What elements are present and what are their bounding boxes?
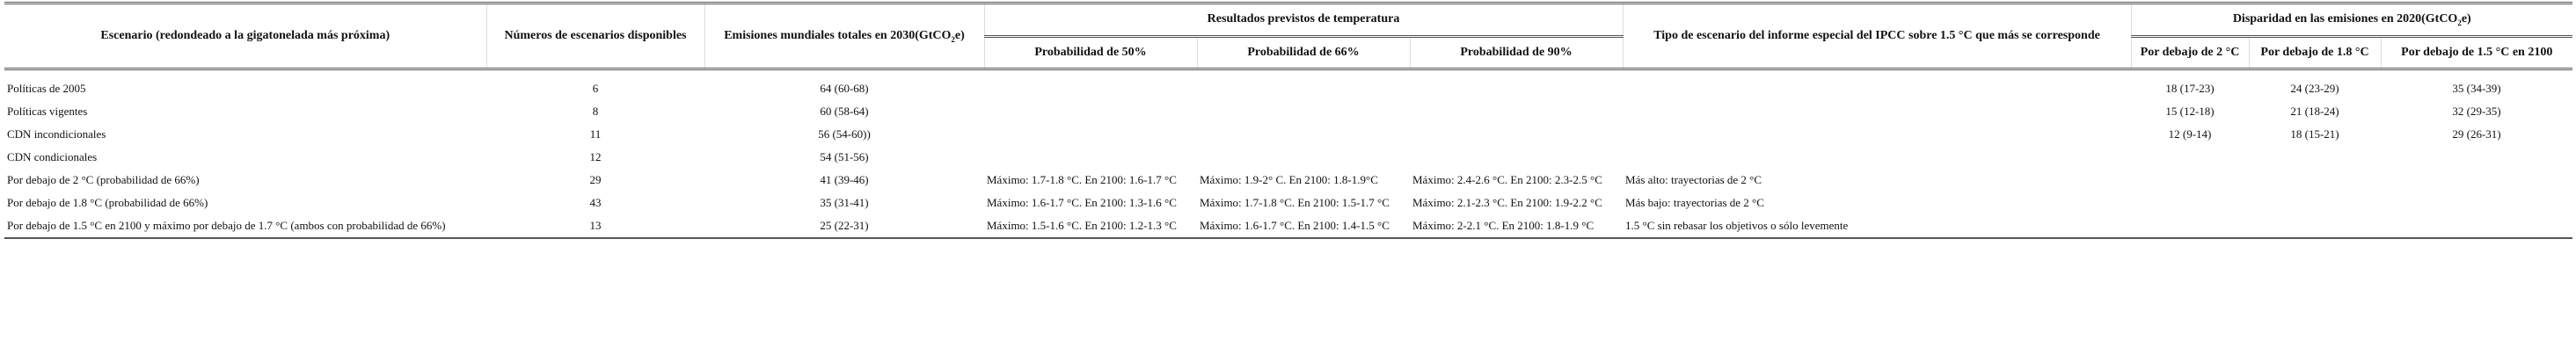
cell-gap-2: 18 (17-23) (2165, 82, 2215, 95)
cell-scenario: Por debajo de 2 °C (probabilidad de 66%) (7, 173, 200, 186)
scenario-table-container (4, 2, 2572, 239)
cell-gap-1-5 (2381, 146, 2572, 169)
cell-prob-50 (984, 100, 1197, 123)
header-temperature-group: Resultados previstos de temperatura (984, 4, 1623, 37)
cell-gap-1-5: 35 (34-39) (2452, 82, 2501, 95)
cell-gap-1-8: 18 (15-21) (2290, 127, 2339, 141)
cell-prob-50 (984, 123, 1197, 146)
table-row (4, 69, 2572, 78)
cell-prob-90 (1410, 123, 1623, 146)
cell-gap-2: 12 (9-14) (2168, 127, 2212, 141)
cell-gap-2 (2131, 214, 2249, 238)
table-row (4, 77, 2572, 100)
cell-emissions: 41 (39-46) (820, 173, 869, 186)
cell-emissions: 64 (60-68) (820, 82, 869, 95)
cell-scenario: Políticas vigentes (7, 105, 88, 118)
cell-count: 6 (592, 82, 599, 95)
cell-prob-50: Máximo: 1.5-1.6 °C. En 2100: 1.2-1.3 °C (984, 214, 1197, 238)
header-emissions-gap-group: Disparidad en las emisiones en 2020(GtCO$_2$e) (2131, 4, 2572, 37)
cell-gap-2: 15 (12-18) (2165, 105, 2215, 118)
cell-prob-66 (1197, 100, 1410, 123)
cell-ipcc (1623, 100, 2131, 123)
table-row (4, 100, 2572, 123)
cell-emissions: 56 (54-60)) (818, 127, 871, 141)
cell-count: 12 (589, 150, 602, 163)
header-gap-below-1-5: Por debajo de 1.5 °C en 2100 (2381, 36, 2572, 69)
cell-gap-2 (2131, 192, 2249, 214)
table-row (4, 192, 2572, 214)
cell-count: 43 (589, 196, 602, 209)
cell-prob-50: Máximo: 1.7-1.8 °C. En 2100: 1.6-1.7 °C (987, 173, 1177, 186)
cell-prob-50 (984, 77, 1197, 100)
cell-count: 29 (589, 173, 602, 186)
cell-emissions: 60 (58-64) (820, 105, 869, 118)
header-prob-66: Probabilidad de 66% (1197, 36, 1410, 69)
header-prob-90: Probabilidad de 90% (1410, 36, 1623, 69)
header-emissions-2030: Emisiones mundiales totales en 2030(GtCO$_2$e) (704, 4, 984, 69)
cell-emissions: 25 (22-31) (704, 214, 984, 238)
header-gap-below-1-8: Por debajo de 1.8 °C (2249, 36, 2381, 69)
cell-prob-90: Máximo: 2.1-2.3 °C. En 2100: 1.9-2.2 °C (1412, 196, 1602, 209)
cell-ipcc: 1.5 °C sin rebasar los objetivos o sólo levemente (1623, 214, 2131, 238)
cell-prob-90: Máximo: 2-2.1 °C. En 2100: 1.8-1.9 °C (1410, 214, 1623, 238)
cell-scenario: Políticas de 2005 (7, 82, 86, 95)
cell-prob-90: Máximo: 2.4-2.6 °C. En 2100: 2.3-2.5 °C (1412, 173, 1602, 186)
cell-count: 8 (592, 105, 599, 118)
cell-ipcc: Más alto: trayectorias de 2 °C (1625, 173, 1762, 186)
cell-count: 11 (589, 127, 602, 141)
cell-gap-1-8 (2249, 169, 2381, 192)
cell-gap-1-5 (2381, 169, 2572, 192)
cell-count: 13 (486, 214, 704, 238)
cell-gap-1-8 (2249, 214, 2381, 238)
table-body (4, 69, 2572, 239)
cell-gap-1-5: 32 (29-35) (2452, 105, 2501, 118)
table-row (4, 169, 2572, 192)
cell-scenario: CDN incondicionales (7, 127, 106, 141)
cell-gap-1-5 (2381, 192, 2572, 214)
table-row (4, 214, 2572, 238)
cell-gap-1-8 (2249, 146, 2381, 169)
cell-scenario: Por debajo de 1.8 °C (probabilidad de 66%) (7, 196, 208, 209)
table-row (4, 146, 2572, 169)
cell-scenario: Por debajo de 1.5 °C en 2100 y máximo por debajo de 1.7 °C (ambos con probabilidad de 66%) (4, 214, 486, 238)
cell-prob-90 (1410, 146, 1623, 169)
cell-gap-1-5: 29 (26-31) (2452, 127, 2501, 141)
cell-prob-66 (1197, 146, 1410, 169)
header-scenario: Escenario (redondeado a la gigatonelada más próxima) (4, 4, 486, 69)
scenario-table (4, 2, 2572, 239)
cell-prob-66 (1197, 123, 1410, 146)
cell-prob-66: Máximo: 1.7-1.8 °C. En 2100: 1.5-1.7 °C (1200, 196, 1390, 209)
cell-prob-66 (1197, 77, 1410, 100)
cell-prob-90 (1410, 100, 1623, 123)
cell-emissions: 35 (31-41) (820, 196, 869, 209)
cell-gap-1-5 (2381, 214, 2572, 238)
header-prob-50: Probabilidad de 50% (984, 36, 1197, 69)
cell-prob-66: Máximo: 1.9-2° C. En 2100: 1.8-1.9°C (1200, 173, 1378, 186)
cell-gap-2 (2131, 169, 2249, 192)
header-gap-below-2: Por debajo de 2 °C (2131, 36, 2249, 69)
cell-emissions: 54 (51-56) (820, 150, 869, 163)
header-ipcc-scenario-type: Tipo de escenario del informe especial del IPCC sobre 1.5 °C que más se corresponde (1623, 4, 2131, 69)
cell-gap-1-8: 21 (18-24) (2290, 105, 2339, 118)
cell-ipcc (1623, 146, 2131, 169)
cell-ipcc (1623, 123, 2131, 146)
cell-gap-1-8 (2249, 192, 2381, 214)
cell-scenario: CDN condicionales (7, 150, 98, 163)
cell-ipcc: Más bajo: trayectorias de 2 °C (1625, 196, 1764, 209)
cell-prob-50 (984, 146, 1197, 169)
cell-ipcc (1623, 77, 2131, 100)
cell-prob-50: Máximo: 1.6-1.7 °C. En 2100: 1.3-1.6 °C (987, 196, 1177, 209)
cell-gap-1-8: 24 (23-29) (2290, 82, 2339, 95)
cell-prob-90 (1410, 77, 1623, 100)
cell-prob-66: Máximo: 1.6-1.7 °C. En 2100: 1.4-1.5 °C (1197, 214, 1410, 238)
header-scenario-count: Números de escenarios disponibles (486, 4, 704, 69)
table-header (4, 4, 2572, 69)
cell-gap-2 (2131, 146, 2249, 169)
table-row (4, 123, 2572, 146)
